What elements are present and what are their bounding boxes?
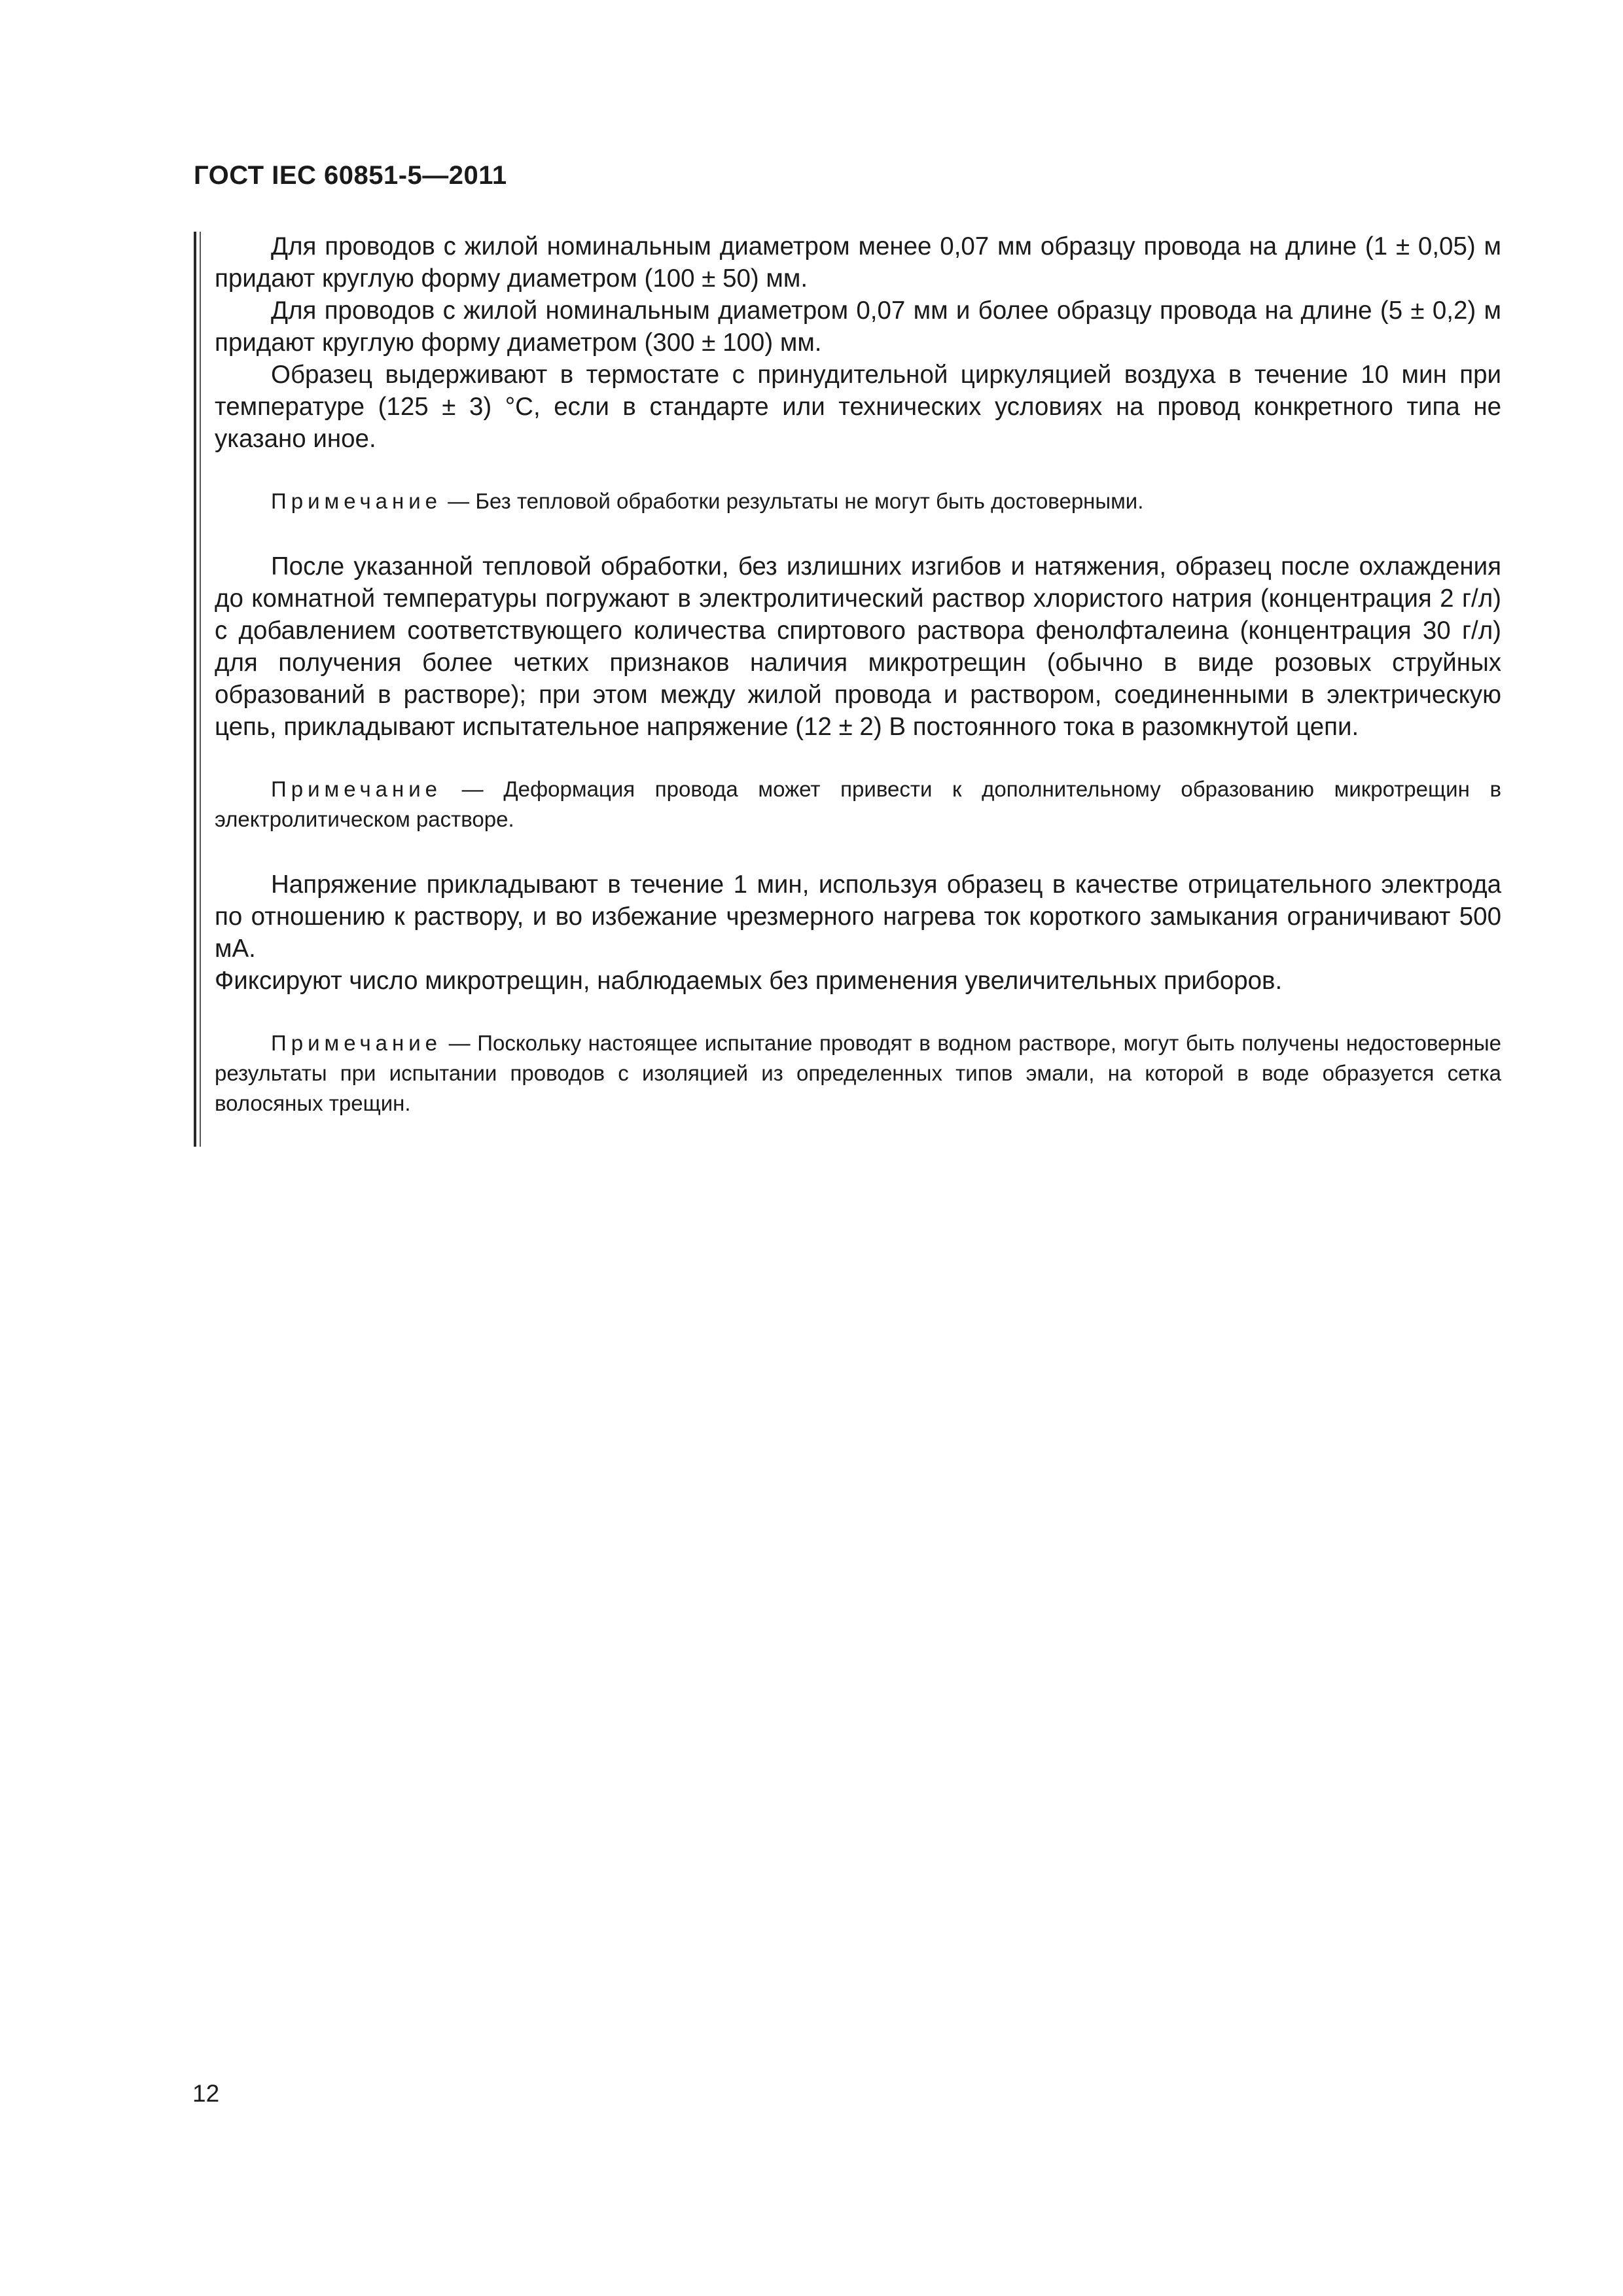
note-text: Деформация провода может привести к дополнительному образованию микротрещин в электролитическом растворе. [215, 777, 1502, 831]
note-deformation: Примечание — Деформация провода может привести к дополнительному образованию микротрещин в электролитическом растворе. [215, 777, 1502, 831]
note-label: Примечание [271, 489, 442, 513]
note-text: Без тепловой обработки результаты не могут быть достоверными. [475, 489, 1144, 513]
paragraph-thin-wire-shape: Для проводов с жилой номинальным диаметром менее 0,07 мм образцу провода на длине (1 ± 0,05) м придают круглую форму диаметром (100 ± 50) мм. [215, 232, 1501, 293]
document-header: ГОСТ IEC 60851-5—2011 [194, 161, 507, 190]
paragraph-thick-wire-shape: Для проводов с жилой номинальным диаметром 0,07 мм и более образцу провода на длине (5 ± 0,2) м придают круглую форму диаметром (300 ± 100) мм. [215, 296, 1501, 357]
note-label: Примечание [271, 777, 442, 801]
note-aqueous-solution: Примечание — Поскольку настоящее испытание проводят в водном растворе, могут быть получены недостоверные результаты при испытании проводов с изоляцией из определенных типов эмали, на которой в воде образуется сетка волосяных трещин. [215, 1031, 1502, 1115]
note-label: Примечание [271, 1031, 442, 1055]
paragraph-thermostat: Образец выдерживают в термостате с принудительной циркуляцией воздуха в течение 10 мин при температуре (125 ± 3) °С, если в стандарте или технических условиях на провод конкретного типа не указано иное. [215, 361, 1501, 453]
page-number: 12 [192, 2080, 220, 2107]
paragraph-voltage-application: Напряжение прикладывают в течение 1 мин, используя образец в качестве отрицательного электрода по отношению к раствору, и во избежание чрезмерного нагрева ток короткого замыкания ограничивают 500 мА. [215, 870, 1501, 963]
document-body [215, 230, 1501, 1119]
note-text: Поскольку настоящее испытание проводят в водном растворе, могут быть получены недостоверные результаты при испытании проводов с изоляцией из определенных типов эмали, на которой в воде образуется сетка волосяных трещин. [215, 1031, 1502, 1115]
change-bar [194, 232, 196, 1147]
paragraph-crack-count: Фиксируют число микротрещин, наблюдаемых без применения увеличительных приборов. [215, 967, 1283, 995]
paragraph-electrolytic-test: После указанной тепловой обработки, без излишних изгибов и натяжения, образец после охлаждения до комнатной температуры погружают в электролитический раствор хлористого натрия (концентрация 2 г/л) с добавлением соответствующего количества спиртового раствора фенолфталеина (концентрация 30 г/л) для получения более четких признаков наличия микротрещин (обычно в виде розовых струйных образований в растворе); при этом между жилой провода и раствором, соединенными в электрическую цепь, прикладывают испытательное напряжение (12 ± 2) В постоянного тока в разомкнутой цепи. [215, 552, 1501, 741]
note-heat-treatment: Примечание — Без тепловой обработки результаты не могут быть достоверными. [271, 489, 1144, 513]
